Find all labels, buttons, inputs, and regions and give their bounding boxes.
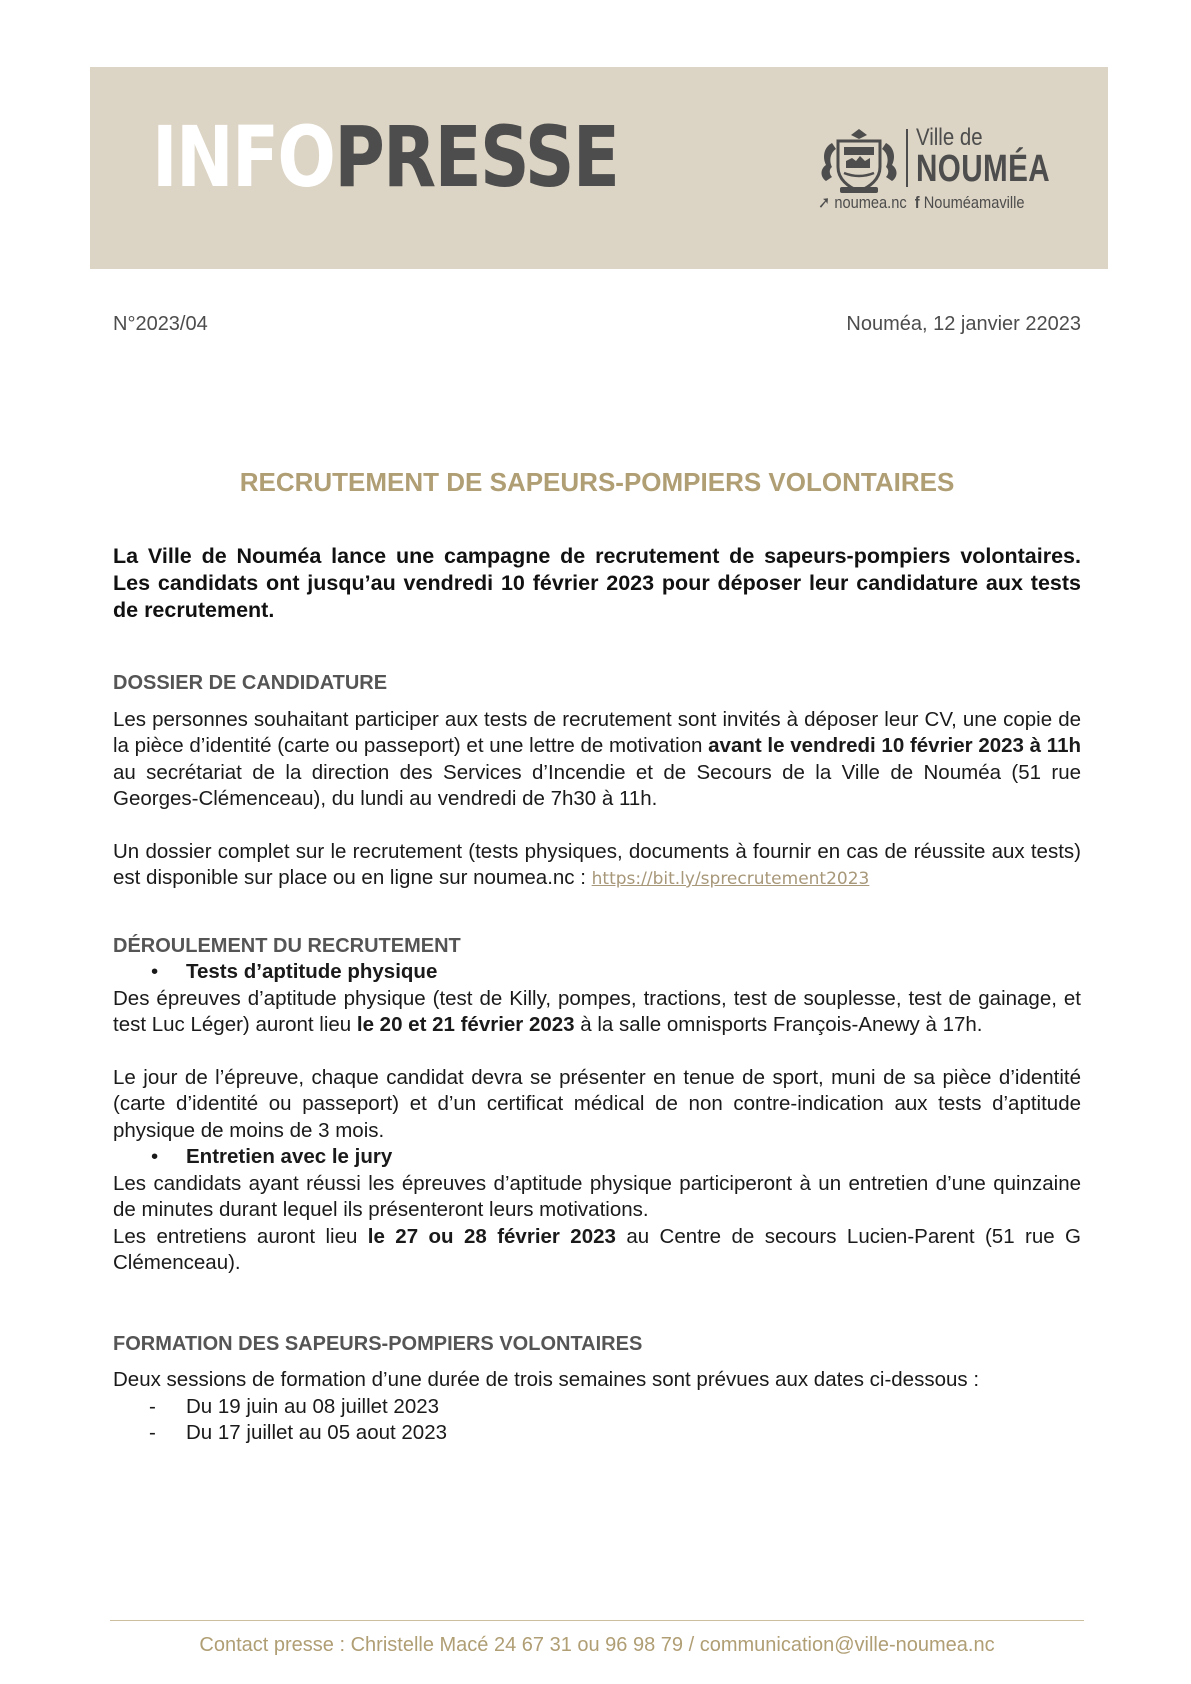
logo-website: noumea.nc [834,193,907,212]
text-run: Des épreuves d’aptitude physique (test de Killy, pompes, tractions, test de souplesse, test de gainage, et test Luc Léger) auront lieu [113,986,1081,1036]
dash-icon: - [149,1394,156,1418]
dossier-paragraph-1 [113,707,1081,813]
text-run: au secrétariat de la direction des Services d’Incendie et de Secours de la Ville de Nouméa (51 rue Georges-Clémenceau), du lundi au vendredi de 7h30 à 11h. [113,760,1081,810]
list-item [113,959,1081,986]
formation-intro: Deux sessions de formation d’une durée de trois semaines sont prévues aux dates ci-dessous : [113,1368,980,1391]
brand-info: INFO [152,108,335,206]
brand-title [152,108,619,206]
header-banner [90,67,1108,269]
deroulement-paragraph-3: Les candidats ayant réussi les épreuves d’aptitude physique participeront à un entretien d’une quinzaine de minutes durant lequel ils présenteront leurs motivations. [113,1171,1081,1221]
arrow-icon: ➚ [818,193,831,212]
list-item [113,1420,1081,1447]
city-logo [818,125,1058,215]
bullet-label: Entretien avec le jury [186,1145,393,1168]
section-heading-deroulement: DÉROULEMENT DU RECRUTEMENT [113,934,461,957]
bold-run: le 20 et 21 février 2023 [356,1013,575,1036]
logo-ville-text: Ville de [916,124,983,151]
facebook-icon: f [914,193,920,212]
deroulement-paragraph-4 [113,1224,1081,1277]
list-item-label: Du 19 juin au 08 juillet 2023 [186,1394,440,1418]
text-run: Un dossier complet sur le recrutement (tests physiques, documents à fournir en cas de réussite aux tests) est disponible sur place ou en ligne sur noumea.nc : [113,839,1081,889]
bullet-label: Tests d’aptitude physique [186,960,438,983]
press-contact: Contact presse : Christelle Macé 24 67 31 ou 96 98 79 / communication@ville-noumea.nc [199,1634,995,1656]
release-number: N°2023/04 [113,313,208,335]
bold-run: le 27 ou 28 février 2023 [367,1224,616,1248]
section-heading-dossier: DOSSIER DE CANDIDATURE [113,672,388,694]
deroulement-paragraph-2: Le jour de l’épreuve, chaque candidat devra se présenter en tenue de sport, muni de sa pièce d’identité (carte d’identité ou passeport) et d’un certificat médical de non contre-indication aux tests d’aptitude physique de moins de 3 mois. [113,1065,1081,1142]
deroulement-paragraph-1 [113,986,1081,1039]
logo-separator [906,129,908,187]
recruitment-link[interactable]: https://bit.ly/sprecrutement2023 [591,869,870,889]
brand-presse: PRESSE [334,108,619,206]
text-run: au Centre de secours Lucien-Parent (51 rue G Clémenceau). [113,1224,1082,1274]
text-run: Les personnes souhaitant participer aux tests de recrutement sont invités à déposer leur CV, une copie de la pièce d’identité (carte ou passeport) et une lettre de motivation [113,707,1081,757]
coat-of-arms-icon [818,125,900,195]
footer-divider [110,1620,1084,1621]
section-heading-formation: FORMATION DES SAPEURS-POMPIERS VOLONTAIRES [113,1332,643,1355]
dash-icon: - [149,1421,156,1444]
bullet-icon: • [151,960,159,983]
logo-social: Nouméamaville [923,193,1025,212]
list-item [113,1394,1081,1421]
text-run: Les entretiens auront lieu [113,1224,368,1248]
logo-city-name: NOUMÉA [916,148,1051,190]
release-date: Nouméa, 12 janvier 22023 [846,313,1081,335]
list-item [113,1144,1081,1171]
lead-paragraph: La Ville de Nouméa lance une campagne de recrutement de sapeurs-pompiers volontaires. Les candidats ont jusqu’au vendredi 10 février 2023 pour déposer leur candidature aux tests de recrutement. [113,544,1081,622]
bullet-icon: • [151,1145,159,1168]
list-item-label: Du 17 juillet au 05 aout 2023 [186,1421,448,1444]
logo-links [818,193,1025,213]
dossier-paragraph-2 [113,839,1081,893]
body-content [113,670,1081,1447]
text-run: à la salle omnisports François-Anewy à 17h. [574,1013,983,1036]
bold-run: avant le vendredi 10 février 2023 à 11h [708,734,1081,757]
page-title: RECRUTEMENT DE SAPEURS-POMPIERS VOLONTAIRES [239,467,955,497]
